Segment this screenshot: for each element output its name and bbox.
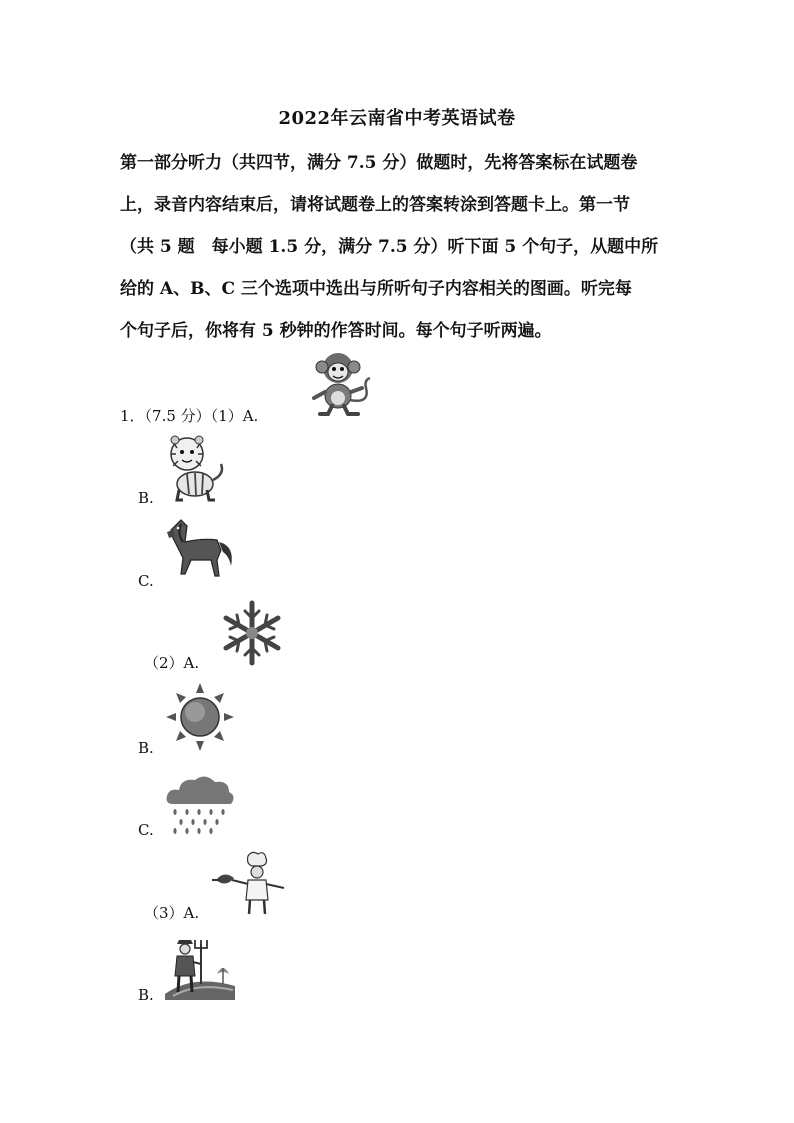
- rain-cloud-icon[interactable]: [163, 770, 237, 836]
- option-letter: B.: [138, 986, 154, 1004]
- intro-line: 第一部分听力（共四节，满分 7.5 分）做题时，先将答案标在试题卷: [120, 153, 638, 173]
- option-letter: C.: [138, 572, 154, 590]
- intro-line: （共 5 题 每小题 1.5 分，满分 7.5 分）听下面 5 个句子，从题中所: [120, 237, 659, 257]
- option-letter: B.: [138, 489, 154, 507]
- monkey-icon[interactable]: [300, 348, 378, 418]
- intro-line: 个句子后，你将有 5 秒钟的作答时间。每个句子听两遍。: [120, 321, 552, 341]
- option-letter: C.: [138, 821, 154, 839]
- sun-icon[interactable]: [163, 682, 237, 752]
- question-1-3-label: （3）A.: [144, 904, 200, 922]
- farmer-icon[interactable]: [163, 934, 237, 1000]
- intro-paragraph: [120, 142, 680, 352]
- option-letter: B.: [138, 739, 154, 757]
- chef-icon[interactable]: [212, 850, 292, 916]
- question-1-header: 1．（7.5 分）（1）A.: [120, 407, 259, 425]
- page-title: 2022年云南省中考英语试卷: [278, 108, 516, 129]
- intro-line: 上，录音内容结束后，请将试题卷上的答案转涂到答题卡上。第一节: [120, 195, 630, 215]
- intro-line: 给的 A、B、C 三个选项中选出与所听句子内容相关的图画。听完每: [120, 279, 632, 299]
- question-1-2-label: （2）A.: [144, 654, 200, 672]
- horse-icon[interactable]: [163, 516, 237, 582]
- snowflake-icon[interactable]: [212, 598, 292, 668]
- tiger-icon[interactable]: [163, 434, 227, 502]
